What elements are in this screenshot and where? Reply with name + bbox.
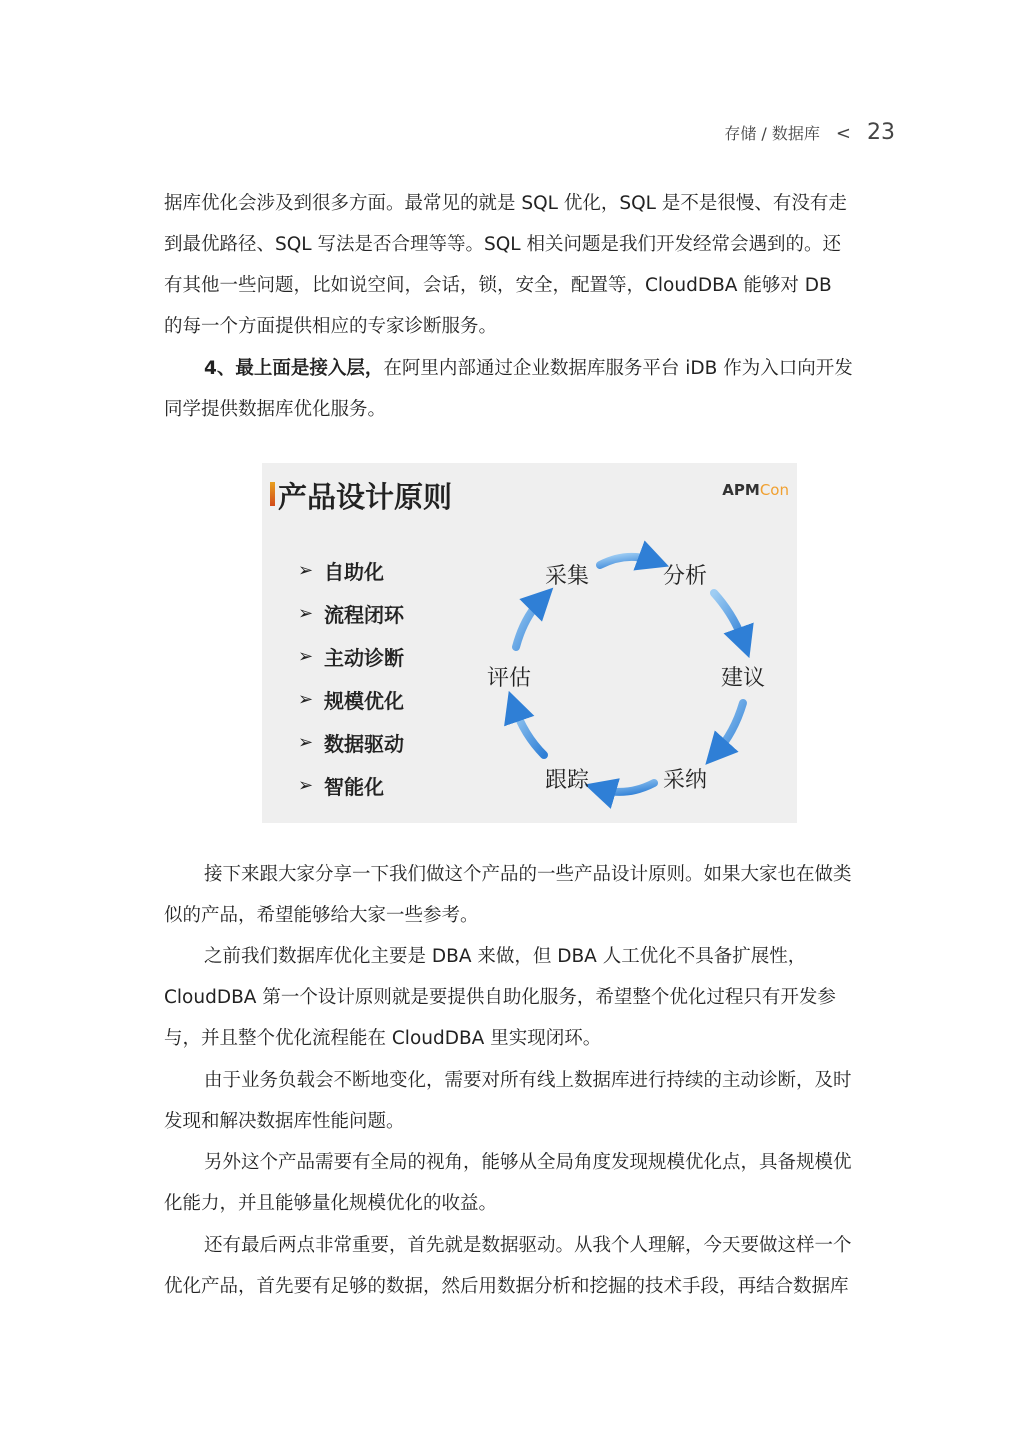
cycle-node-track: 跟踪 [545,768,590,793]
arrow-bullet-icon: ➢ [298,646,314,667]
principle-label: 规模优化 [324,689,404,713]
principle-label: 主动诊断 [324,646,404,670]
principle-label: 流程闭环 [324,603,404,627]
arrow-bullet-icon: ➢ [298,732,314,753]
text-line: CloudDBA 第一个设计原则就是要提供自助化服务，希望整个优化过程只有开发参 [164,987,836,1008]
text-line: 到最优路径、SQL 写法是否合理等等。SQL 相关问题是我们开发经常会遇到的。还 [164,234,841,255]
text-line: 似的产品，希望能够给大家一些参考。 [164,905,479,926]
text-line [164,1225,895,1266]
text-line [164,1060,895,1101]
cycle-node-suggest: 建议 [721,666,766,691]
logo-main: APM [722,481,760,499]
header-separator: < [835,123,851,144]
cycle-node-analyze: 分析 [663,564,708,589]
running-header [724,120,895,145]
cycle-node-collect: 采集 [545,564,590,589]
principle-label: 自助化 [324,560,384,584]
text-span: 由于业务负载会不断地变化，需要对所有线上数据库进行持续的主动诊断，及时 [204,1070,852,1091]
section-title: 存储 / 数据库 [724,124,820,143]
design-principles-figure [262,463,797,823]
text-line [164,1142,895,1183]
paragraph-7 [164,1225,895,1307]
cycle-diagram [262,463,797,823]
paragraph-6 [164,1142,895,1224]
text-span: 接下来跟大家分享一下我们做这个产品的一些产品设计原则。如果大家也在做类 [204,864,852,885]
bold-lead: 4、最上面是接入层， [204,358,384,379]
paragraph-5 [164,1060,895,1142]
text-span: 之前我们数据库优化主要是 DBA 来做，但 DBA 人工优化不具备扩展性， [204,946,807,967]
arrow-bullet-icon: ➢ [298,603,314,624]
page-number: 23 [867,120,895,145]
paragraph-2 [164,348,895,430]
paragraph-1 [164,183,895,347]
figure-title: 产品设计原则 [278,480,453,514]
cycle-arrow-bottom [600,783,654,792]
arrow-bullet-icon: ➢ [298,560,314,581]
cycle-node-adopt: 采纳 [663,768,708,793]
text-line: 发现和解决数据库性能问题。 [164,1111,405,1132]
text-span: 在阿里内部通过企业数据库服务平台 iDB 作为入口向开发 [383,358,853,379]
paragraph-4 [164,936,895,1059]
text-line: 据库优化会涉及到很多方面。最常见的就是 SQL 优化，SQL 是不是很慢、有没有走 [164,193,847,214]
cycle-node-evaluate: 评估 [487,666,532,691]
text-line: 优化产品，首先要有足够的数据，然后用数据分析和挖掘的技术手段，再结合数据库 [164,1276,849,1297]
arrow-bullet-icon: ➢ [298,689,314,710]
cycle-arrow-lower-right [716,703,743,753]
cycle-arrow-upper-left [516,599,542,647]
text-span: 还有最后两点非常重要，首先就是数据驱动。从我个人理解，今天要做这样一个 [204,1235,852,1256]
text-line [164,854,895,895]
logo-suffix: Con [759,481,789,499]
principle-label: 智能化 [324,775,384,799]
arrow-bullet-icon: ➢ [298,775,314,796]
principle-label: 数据驱动 [324,732,404,756]
paragraph-3 [164,854,895,936]
text-line: 有其他一些问题，比如说空间，会话，锁，安全，配置等，CloudDBA 能够对 DB [164,275,832,296]
text-line: 同学提供数据库优化服务。 [164,399,387,420]
text-span: 另外这个产品需要有全局的视角，能够从全局角度发现规模优化点，具备规模优 [204,1152,852,1173]
text-line [164,348,895,389]
text-line: 的每一个方面提供相应的专家诊断服务。 [164,316,498,337]
text-line: 与，并且整个优化流程能在 CloudDBA 里实现闭环。 [164,1028,602,1049]
text-line: 化能力，并且能够量化规模优化的收益。 [164,1193,498,1214]
cycle-arrow-lower-left [514,706,544,755]
cycle-arrow-upper-right [714,593,744,643]
text-line [164,936,895,977]
cycle-arrow-top [600,557,654,565]
